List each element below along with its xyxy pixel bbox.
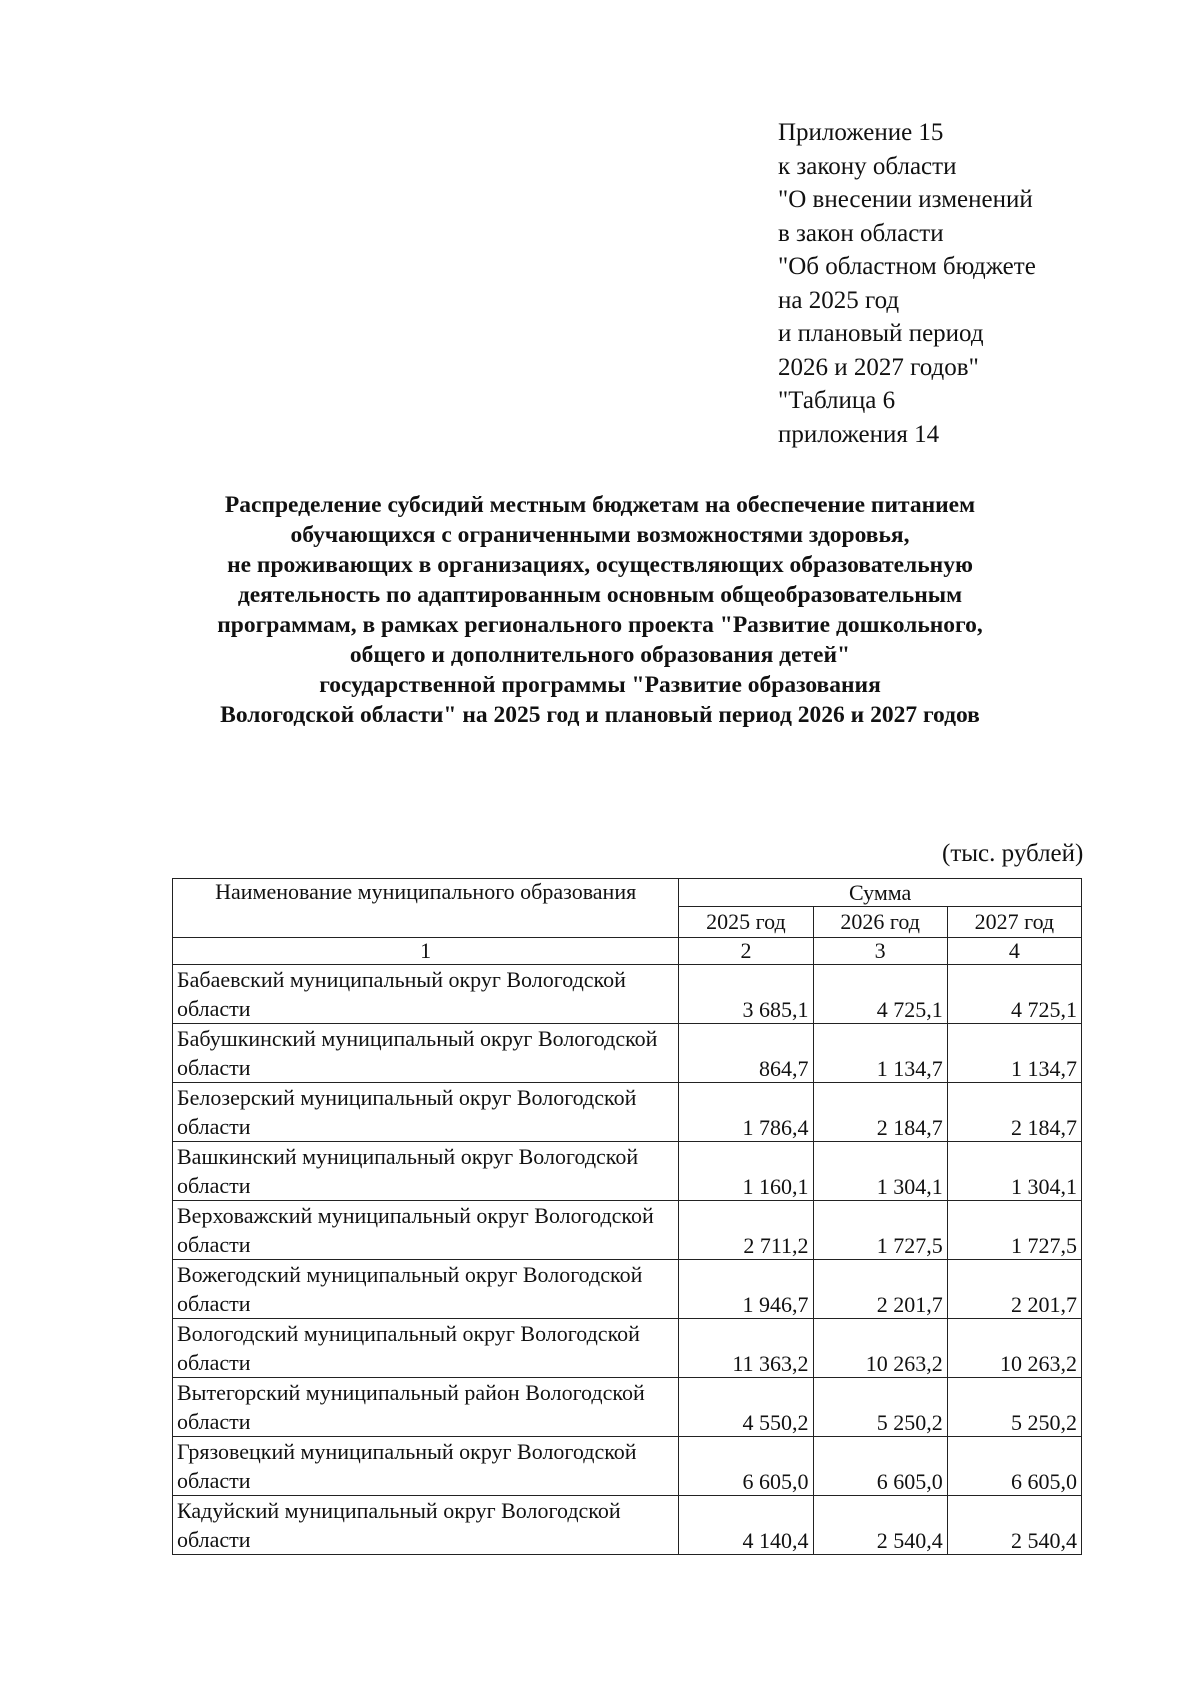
- amount-2025-cell: 2 711,2: [679, 1201, 813, 1260]
- column-number: 1: [173, 938, 679, 965]
- appendix-line: к закону области: [778, 152, 957, 180]
- title-line: государственной программы "Развитие образования: [319, 672, 881, 698]
- amount-2027-cell: 1 304,1: [947, 1142, 1081, 1201]
- appendix-line: на 2025 год: [778, 286, 900, 314]
- amount-2025-cell: 1 160,1: [679, 1142, 813, 1201]
- amount-2027-cell: 2 201,7: [947, 1260, 1081, 1319]
- amount-2027-cell: 1 727,5: [947, 1201, 1081, 1260]
- table-row: [173, 1024, 1082, 1083]
- amount-2026-cell: 4 725,1: [813, 965, 947, 1024]
- amount-2026-cell: 2 540,4: [813, 1496, 947, 1555]
- title-line: деятельность по адаптированным основным общеобразовательным: [237, 582, 963, 608]
- amount-2025-cell: 4 140,4: [679, 1496, 813, 1555]
- title-line: обучающихся с ограниченными возможностями здоровья,: [290, 522, 910, 548]
- amount-2026-cell: 1 134,7: [813, 1024, 947, 1083]
- amount-2026-cell: 10 263,2: [813, 1319, 947, 1378]
- appendix-line: в закон области: [778, 219, 944, 247]
- header-year-2026: 2026 год: [813, 907, 947, 938]
- title-line: программам, в рамках регионального проекта "Развитие дошкольного,: [217, 612, 983, 638]
- table-row: [173, 1319, 1082, 1378]
- appendix-line: 2026 и 2027 годов": [778, 353, 979, 381]
- table-row: [173, 1142, 1082, 1201]
- amount-2025-cell: 864,7: [679, 1024, 813, 1083]
- table-row: [173, 1260, 1082, 1319]
- column-number: 2: [679, 938, 813, 965]
- header-year-2025: 2025 год: [679, 907, 813, 938]
- table-row: [173, 1083, 1082, 1142]
- municipality-name-cell: Верховажский муниципальный округ Вологодской области: [173, 1201, 679, 1260]
- appendix-reference: [778, 116, 1036, 451]
- municipality-name-cell: Бабушкинский муниципальный округ Вологодской области: [173, 1024, 679, 1083]
- municipality-name-cell: Вытегорский муниципальный район Вологодской области: [173, 1378, 679, 1437]
- appendix-line: "Об областном бюджете: [778, 253, 1036, 280]
- amount-2027-cell: 6 605,0: [947, 1437, 1081, 1496]
- header-name-cell: Наименование муниципального образования: [173, 879, 679, 938]
- amount-2027-cell: 1 134,7: [947, 1024, 1081, 1083]
- amount-2025-cell: 4 550,2: [679, 1378, 813, 1437]
- municipality-name-cell: Грязовецкий муниципальный округ Вологодской области: [173, 1437, 679, 1496]
- amount-2025-cell: 11 363,2: [679, 1319, 813, 1378]
- amount-2025-cell: 6 605,0: [679, 1437, 813, 1496]
- appendix-line: и плановый период: [778, 320, 984, 347]
- subsidy-table: [172, 878, 1082, 1555]
- amount-2027-cell: 10 263,2: [947, 1319, 1081, 1378]
- header-sum-cell: Сумма: [679, 879, 1082, 907]
- appendix-line: "Таблица 6: [778, 387, 896, 414]
- column-number: 3: [813, 938, 947, 965]
- amount-2027-cell: 2 540,4: [947, 1496, 1081, 1555]
- title-line: Вологодской области" на 2025 год и плановый период 2026 и 2027 годов: [220, 702, 980, 728]
- amount-2026-cell: 1 727,5: [813, 1201, 947, 1260]
- appendix-line: Приложение 15: [778, 119, 944, 146]
- title-line: общего и дополнительного образования детей": [349, 642, 851, 668]
- amount-2026-cell: 1 304,1: [813, 1142, 947, 1201]
- column-number: 4: [947, 938, 1081, 965]
- amount-2026-cell: 2 201,7: [813, 1260, 947, 1319]
- amount-2025-cell: 3 685,1: [679, 965, 813, 1024]
- municipality-name-cell: Бабаевский муниципальный округ Вологодской области: [173, 965, 679, 1024]
- municipality-name-cell: Вожегодский муниципальный округ Вологодской области: [173, 1260, 679, 1319]
- table-row: [173, 1378, 1082, 1437]
- municipality-name-cell: Белозерский муниципальный округ Вологодской области: [173, 1083, 679, 1142]
- header-year-2027: 2027 год: [947, 907, 1081, 938]
- amount-2027-cell: 5 250,2: [947, 1378, 1081, 1437]
- amount-2026-cell: 2 184,7: [813, 1083, 947, 1142]
- title-line: не проживающих в организациях, осуществляющих образовательную: [227, 552, 973, 578]
- table-header-row: [173, 879, 1082, 907]
- column-number-row: [173, 938, 1082, 965]
- amount-2026-cell: 5 250,2: [813, 1378, 947, 1437]
- document-title: [140, 490, 1060, 730]
- table-row: [173, 1201, 1082, 1260]
- amount-2027-cell: 2 184,7: [947, 1083, 1081, 1142]
- amount-2025-cell: 1 946,7: [679, 1260, 813, 1319]
- table-row: [173, 1437, 1082, 1496]
- units-label: (тыс. рублей): [942, 840, 1084, 867]
- amount-2026-cell: 6 605,0: [813, 1437, 947, 1496]
- appendix-line: "О внесении изменений: [778, 186, 1033, 213]
- amount-2027-cell: 4 725,1: [947, 965, 1081, 1024]
- municipality-name-cell: Кадуйский муниципальный округ Вологодской области: [173, 1496, 679, 1555]
- municipality-name-cell: Вологодский муниципальный округ Вологодской области: [173, 1319, 679, 1378]
- municipality-name-cell: Вашкинский муниципальный округ Вологодской области: [173, 1142, 679, 1201]
- title-line: Распределение субсидий местным бюджетам на обеспечение питанием: [224, 492, 976, 518]
- table-row: [173, 1496, 1082, 1555]
- amount-2025-cell: 1 786,4: [679, 1083, 813, 1142]
- appendix-line: приложения 14: [778, 420, 940, 448]
- table-row: [173, 965, 1082, 1024]
